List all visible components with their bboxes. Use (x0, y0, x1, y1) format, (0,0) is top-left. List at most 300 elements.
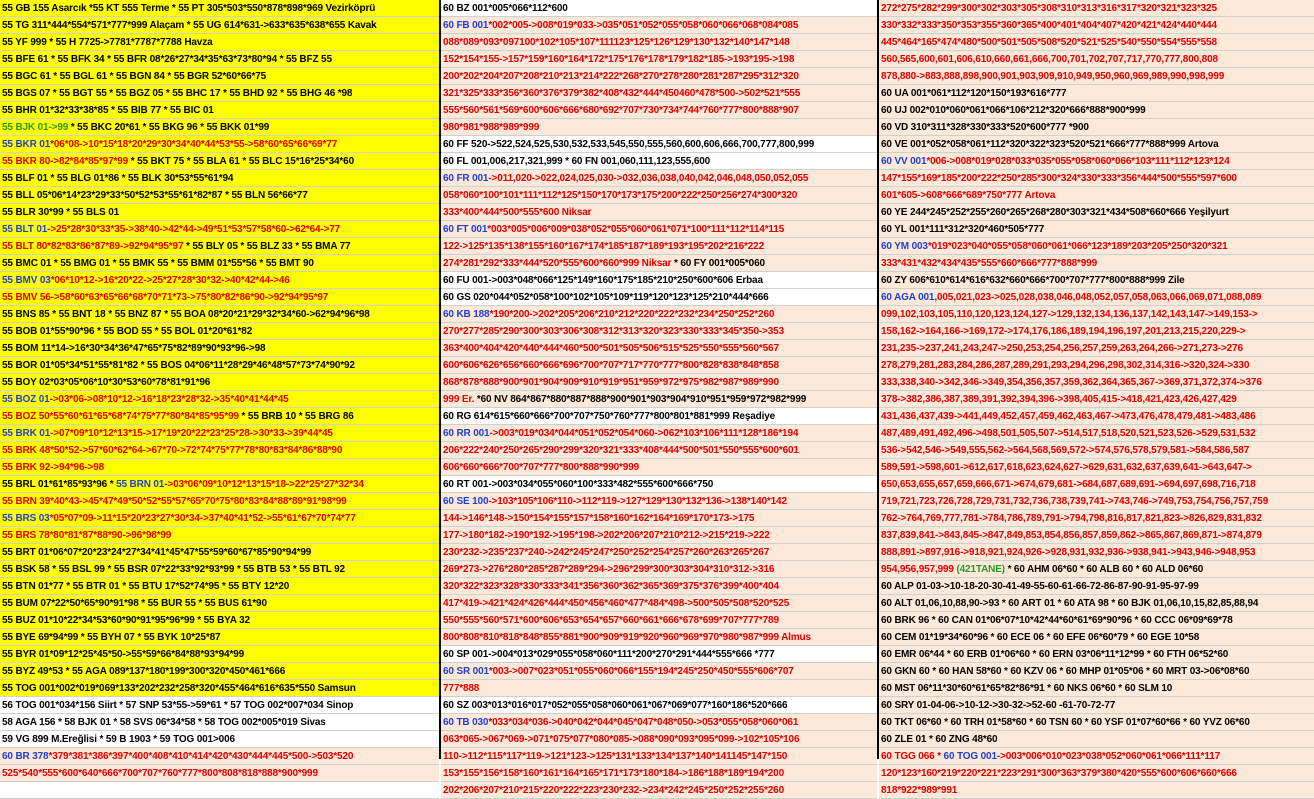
cell-row[interactable] (879, 680, 1314, 697)
cell-text: 120*123*160*219*220*221*223*291*300*363*379*380*420*555*600*606*660*666 (881, 768, 1237, 779)
cell-row[interactable] (879, 425, 1314, 442)
cell-text: 600*606*626*656*660*666*696*700*707*717*770*777*800*828*838*848*858 (443, 360, 779, 371)
cell-row[interactable] (879, 510, 1314, 527)
column-middle (441, 0, 879, 796)
cell-row[interactable] (879, 289, 1314, 306)
cell-row[interactable] (0, 187, 439, 204)
cell-text: 487,489,491,492,496->498,501,505,507->514,517,518,520,521,523,526->529,531,532 (881, 428, 1256, 439)
cell-row[interactable] (879, 238, 1314, 255)
cell-row[interactable] (0, 680, 439, 697)
cell-text: ->011,020->022,024,025,030->032,036,038,040,042,046,048,050,052,055 (488, 173, 809, 184)
cell-text: 60 FU 001->003*048*066*125*149*160*175*185*210*250*600*606 Erbaa (443, 275, 763, 286)
cell-text: *033*034*036->040*042*044*045*047*048*050->053*055*058*060*061 (488, 717, 799, 728)
cell-row[interactable] (441, 221, 877, 238)
cell-text: 550*555*560*571*600*606*653*654*657*660*661*666*678*699*707*777*789 (443, 615, 779, 626)
cell-text: 800*808*810*818*848*855*881*900*909*919*920*960*969*970*980*987*999 Almus (443, 632, 811, 643)
cell-text: 55 BGS 07 * 55 BGT 55 * 55 BGZ 05 * 55 BHC 17 * 55 BHD 92 * 55 BHG 46 *98 (2, 88, 353, 99)
cell-row[interactable] (0, 748, 439, 765)
cell-row[interactable] (0, 119, 439, 136)
cell-text: 55 BYR 01*09*12*25*45*50->55*59*66*84*88*93*94*99 (2, 649, 245, 660)
cell-row[interactable] (441, 391, 877, 408)
cell-text: 274*281*292*333*444*520*555*600*660*999 Niksar (443, 258, 672, 269)
cell-row[interactable] (441, 204, 877, 221)
cell-row[interactable] (441, 187, 877, 204)
cell-row[interactable] (441, 408, 877, 425)
cell-text: 60 BR 378 (2, 751, 49, 762)
cell-row[interactable] (441, 357, 877, 374)
cell-row[interactable] (441, 663, 877, 680)
cell-row[interactable] (0, 153, 439, 170)
cell-row[interactable] (879, 697, 1314, 714)
cell-text: 60 YE 244*245*252*255*260*265*268*280*303*321*434*508*660*666 Yeşilyurt (881, 207, 1229, 218)
cell-text: 378->382,386,387,389,391,392,394,396->398,405,415->418,421,423,426,427,429 (881, 394, 1237, 405)
cell-row[interactable] (441, 340, 877, 357)
cell-row[interactable] (0, 629, 439, 646)
cell-row[interactable] (441, 0, 877, 17)
cell-row[interactable] (0, 459, 439, 476)
cell-row[interactable] (441, 136, 877, 153)
cell-row[interactable] (441, 748, 877, 765)
cell-text: 144->146*148->150*154*155*157*158*160*162*164*169*170*173->175 (443, 513, 755, 524)
cell-text: 762->764,769,777,781->784,786,789,791->794,798,816,817,821,823->826,829,831,832 (881, 513, 1262, 524)
cell-text: 55 BOR 01*05*34*51*55*81*82 * 55 BOS 04*06*11*28*29*46*48*57*73*74*90*92 (2, 360, 355, 371)
cell-row[interactable] (879, 765, 1314, 782)
cell-row[interactable] (879, 476, 1314, 493)
cell-text: 60 SR 001 (443, 666, 489, 677)
cell-text: 719,721,723,726,728,729,731,732,736,738,739,741->743,746->749,753,754,756,757,759 (881, 496, 1269, 507)
cell-row[interactable] (441, 544, 877, 561)
cell-row[interactable] (0, 170, 439, 187)
cell-text: 777*888 (443, 683, 480, 694)
cell-row[interactable] (441, 595, 877, 612)
cell-text: 330*332*333*350*353*355*360*365*400*401*404*407*420*421*424*440*444 (881, 20, 1217, 31)
cell-text: 55 BUM 07*22*50*65*90*91*98 * 55 BUR 55 * 55 BUS 61*90 (2, 598, 267, 609)
cell-text: *60 NV 864*867*880*887*888*900*901*903*904*910*951*959*972*982*999 (474, 394, 807, 405)
cell-row[interactable] (879, 51, 1314, 68)
cell-row[interactable] (879, 102, 1314, 119)
cell-text: 60 UA 001*061*112*120*150*193*616*777 (881, 88, 1067, 99)
cell-row[interactable] (441, 697, 877, 714)
column-right (879, 0, 1314, 796)
cell-text: 099,102,103,105,110,120,123,124,127->129,132,134,136,137,142,143,147->149,153-> (881, 309, 1258, 320)
cell-text: 60 ALT 01,06,10,88,90->93 * 60 ART 01 * 60 ATA 98 * 60 BJK 01,06,10,15,82,85,88,94 (881, 598, 1259, 609)
cell-text: 55 GB 155 Asarcık *55 KT 555 Terme * 55 PT 305*503*550*878*898*969 Vezirköprü (2, 3, 376, 14)
cell-text: 55 BRS 78*80*81*87*88*90->96*98*99 (2, 530, 172, 541)
cell-text: 55 BLT 01 (2, 224, 48, 235)
cell-row[interactable] (0, 493, 439, 510)
cell-text: 55 BRK 92->94*96->98 (2, 462, 105, 473)
cell-text: 60 ALP 01-03->10-18-20-30-41-49-55-60-61-66-72-86-87-90-91-95-97-99 (881, 581, 1199, 592)
cell-row[interactable] (441, 629, 877, 646)
cell-text: 55 BJK 01->99 (2, 122, 69, 133)
cell-row[interactable] (441, 680, 877, 697)
cell-text: ->03*06*09*10*12*13*15*18->22*25*27*32*34 (164, 479, 364, 490)
cell-row[interactable] (0, 357, 439, 374)
cell-text: 55 BSK 58 * 55 BSL 99 * 55 BSR 07*22*33*92*93*99 * 55 BTB 53 * 55 BTL 92 (2, 564, 345, 575)
cell-text: 55 BLR 30*99 * 55 BLS 01 (2, 207, 120, 218)
cell-text: * 55 BRB 10 * 55 BRG 86 (238, 411, 354, 422)
cell-row[interactable] (0, 204, 439, 221)
cell-text: 954,956,957,999 (881, 564, 957, 575)
cell-row[interactable] (0, 374, 439, 391)
cell-text: 60 TGG 066 * (881, 751, 944, 762)
cell-text: ->03*06->08*10*12->16*18*23*28*32->35*40*41*44*45 (49, 394, 289, 405)
cell-row[interactable] (879, 0, 1314, 17)
cell-text: 868*878*888*900*901*904*909*910*919*951*959*972*975*982*987*989*990 (443, 377, 779, 388)
cell-text: 60 AGA 001 (881, 292, 935, 303)
cell-row[interactable] (0, 510, 439, 527)
cell-text: 202*206*207*210*215*220*222*223*230*232->234*242*245*250*252*255*260 (443, 785, 784, 796)
cell-text: * 55 BKT 75 * 55 BLA 61 * 55 BLC 15*16*25*34*60 (128, 156, 354, 167)
cell-row[interactable] (0, 221, 439, 238)
cell-text: 206*222*240*250*265*290*299*320*321*333*408*444*500*501*550*555*600*601 (443, 445, 799, 456)
cell-row[interactable] (879, 646, 1314, 663)
cell-row[interactable] (879, 527, 1314, 544)
cell-text: 158,162->164,166->169,172->174,176,186,189,194,196,197,201,213,215,220,229-> (881, 326, 1246, 337)
cell-row[interactable] (879, 663, 1314, 680)
cell-text: *379*381*386*397*400*408*410*414*420*430*444*445*500->503*520 (48, 751, 354, 762)
cell-text: 60 VD 310*311*328*330*333*520*600*777 *900 (881, 122, 1089, 133)
cell-row[interactable] (441, 306, 877, 323)
cell-text: 058*060*100*101*111*112*125*150*170*173*175*200*222*250*256*274*300*320 (443, 190, 798, 201)
cell-row[interactable] (879, 272, 1314, 289)
cell-text: 320*322*323*328*330*333*341*356*360*362*365*369*375*376*399*400*404 (443, 581, 779, 592)
cell-row[interactable] (441, 238, 877, 255)
cell-row[interactable] (879, 442, 1314, 459)
cell-text: 58 AGA 156 * 58 BJK 01 * 58 SVS 06*34*58 * 58 TOG 002*005*019 Sivas (2, 717, 326, 728)
cell-text: 60 YM 003 (881, 241, 928, 252)
cell-row[interactable] (441, 102, 877, 119)
cell-row[interactable] (0, 323, 439, 340)
cell-row[interactable] (879, 612, 1314, 629)
cell-text: 60 CEM 01*19*34*60*96 * 60 ECE 06 * 60 EFE 06*60*79 * 60 EGE 10*58 (881, 632, 1200, 643)
cell-row[interactable] (0, 102, 439, 119)
cell-text: 60 RR 001 (443, 428, 490, 439)
cell-row[interactable] (0, 476, 439, 493)
cell-row[interactable] (879, 187, 1314, 204)
cell-row[interactable] (441, 476, 877, 493)
cell-text: *002*005->008*019*033->035*051*052*055*058*060*066*068*084*085 (488, 20, 799, 31)
cell-text: 55 BLL 05*06*14*23*29*33*50*52*53*55*61*82*87 * 55 BLN 56*66*77 (2, 190, 308, 201)
cell-row[interactable] (879, 119, 1314, 136)
cell-row[interactable] (879, 170, 1314, 187)
cell-text: 55 BTN 01*77 * 55 BTR 01 * 55 BTU 17*52*74*95 * 55 BTY 12*20 (2, 581, 290, 592)
cell-text: 55 BRN 39*40*43->45*47*49*50*52*55*57*65*70*75*80*83*84*88*89*91*98*99 (2, 496, 347, 507)
cell-row[interactable] (441, 714, 877, 731)
cell-row[interactable] (0, 765, 439, 782)
cell-text: 55 BRK 48*50*52->57*60*62*64->67*70->72*74*75*77*78*80*83*84*86*88*90 (2, 445, 343, 456)
cell-row[interactable] (0, 697, 439, 714)
cell-text: 417*419->421*424*426*444*450*456*460*477*484*498->500*505*508*520*525 (443, 598, 790, 609)
cell-text: ->103*105*106*110->112*119->127*129*130*132*136->138*140*142 (488, 496, 787, 507)
cell-text: 55 BUZ 01*10*22*34*53*60*90*91*95*96*99 * 55 BYA 32 (2, 615, 250, 626)
cell-text: 55 BYZ 49*53 * 55 AGA 089*137*180*199*300*320*450*461*666 (2, 666, 286, 677)
cell-text: 230*232->235*237*240->242*245*247*250*252*254*257*260*263*265*267 (443, 547, 770, 558)
cell-text: 555*560*561*569*600*606*666*680*692*707*730*734*744*760*777*800*888*907 (443, 105, 799, 116)
cell-text: 122->125*135*138*155*160*167*174*185*187*189*193*195*202*216*222 (443, 241, 765, 252)
cell-text: 60 GKN 60 * 60 HAN 58*60 * 60 KZV 06 * 60 MHP 01*05*06 * 60 MRT 03->06*08*60 (881, 666, 1250, 677)
cell-text: 55 BKR 01 (2, 139, 51, 150)
cell-row[interactable] (0, 34, 439, 51)
cell-row[interactable] (879, 629, 1314, 646)
cell-text: 60 ZY 606*610*614*616*632*660*666*700*707*777*800*888*999 Zile (881, 275, 1185, 286)
cell-row[interactable] (879, 340, 1314, 357)
cell-text: 445*464*165*474*480*500*501*505*508*520*521*525*540*550*554*555*558 (881, 37, 1217, 48)
cell-text: 333*400*444*500*555*600 Niksar (443, 207, 592, 218)
cell-text: 147*155*169*185*200*222*250*285*300*324*330*333*356*444*500*555*597*600 (881, 173, 1237, 184)
cell-row[interactable] (0, 51, 439, 68)
cell-row[interactable] (0, 714, 439, 731)
cell-text: 60 FF 520->522,524,525,530,532,533,545,550,555,560,600,606,666,700,777,800,999 (443, 139, 815, 150)
cell-row[interactable] (879, 459, 1314, 476)
cell-text: 270*277*285*290*300*303*306*308*312*313*320*323*330*333*345*350->353 (443, 326, 784, 337)
cell-row[interactable] (879, 221, 1314, 238)
cell-text: * 55 BKC 20*61 * 55 BKG 96 * 55 BKK 01*99 (68, 122, 270, 133)
cell-text: * 55 BLY 05 * 55 BLZ 33 * 55 BMA 77 (183, 241, 351, 252)
cell-text: 55 BHR 01*32*33*38*85 * 55 BIB 77 * 55 BIC 01 (2, 105, 214, 116)
cell-text: 60 FL 001,006,217,321,999 * 60 FN 001,060,111,123,555,600 (443, 156, 711, 167)
cell-row[interactable] (441, 34, 877, 51)
cell-text: 272*275*282*299*300*302*303*305*308*310*313*316*317*320*321*323*325 (881, 3, 1217, 14)
cell-row[interactable] (879, 204, 1314, 221)
cell-row[interactable] (0, 85, 439, 102)
cell-row[interactable] (0, 289, 439, 306)
cell-row[interactable] (441, 51, 877, 68)
cell-row[interactable] (441, 374, 877, 391)
cell-text: 231,235->237,241,243,247->250,253,254,256,257,259,263,264,266->271,273->276 (881, 343, 1243, 354)
cell-row[interactable] (0, 663, 439, 680)
cell-row[interactable] (0, 391, 439, 408)
cell-row[interactable] (441, 646, 877, 663)
cell-row[interactable] (879, 782, 1314, 799)
cell-text: 589,591->598,601->612,617,618,623,624,627->629,631,632,637,639,641->643,647-> (881, 462, 1252, 473)
cell-row[interactable] (0, 561, 439, 578)
cell-row[interactable] (0, 595, 439, 612)
cell-row[interactable] (441, 255, 877, 272)
cell-text: 60 VE 001*052*058*061*112*320*322*323*520*521*666*777*888*999 Artova (881, 139, 1219, 150)
cell-text: 525*540*555*600*640*666*700*707*760*777*800*808*818*888*900*999 (2, 768, 318, 779)
cell-text: 60 BZ 001*005*066*112*600 (443, 3, 568, 14)
cell-text: 153*155*156*158*160*161*164*165*171*173*180*184->186*188*189*194*200 (443, 768, 784, 779)
cell-text: *006->008*019*028*033*035*055*058*060*066*103*111*112*123*124 (926, 156, 1230, 167)
cell-row[interactable] (441, 17, 877, 34)
cell-text: 60 KB 188 (443, 309, 490, 320)
cell-text: 55 BMV 03 (2, 275, 51, 286)
cell-row[interactable] (441, 731, 877, 748)
cell-row[interactable] (0, 612, 439, 629)
cell-text: 60 TKT 06*60 * 60 TRH 01*58*60 * 60 TSN 60 * 60 YSF 01*07*60*66 * 60 YVZ 06*60 (881, 717, 1250, 728)
cell-row[interactable] (879, 561, 1314, 578)
cell-row[interactable] (879, 714, 1314, 731)
cell-text: 60 MST 06*11*30*60*61*65*82*86*91 * 60 NKS 06*60 * 60 SLM 10 (881, 683, 1173, 694)
cell-row[interactable] (879, 391, 1314, 408)
cell-text: 55 BFE 61 * 55 BFK 34 * 55 BFR 08*26*27*34*35*63*73*80*94 * 55 BFZ 55 (2, 54, 332, 65)
cell-text: 60 TOG 001 (943, 751, 997, 762)
cell-row[interactable] (879, 578, 1314, 595)
cell-text: 59 VG 899 M.Ereğlisi * 59 B 1903 * 59 TOG 001>006 (2, 734, 235, 745)
cell-row[interactable] (879, 357, 1314, 374)
cell-row[interactable] (441, 459, 877, 476)
cell-text: ->25*28*30*33*35->38*40->42*44->49*51*53*57*58*60->62*64->77 (47, 224, 341, 235)
cell-row[interactable] (0, 272, 439, 289)
cell-text: 55 BOZ 50*55*60*61*65*68*74*75*77*80*84*85*95*99 (2, 411, 239, 422)
cell-text: 60 RT 001->003*034*055*060*100*333*482*555*600*666*750 (443, 479, 714, 490)
cell-row[interactable] (879, 17, 1314, 34)
cell-text: 55 BYE 69*94*99 * 55 BYH 07 * 55 BYK 10*25*87 (2, 632, 221, 643)
cell-row[interactable] (0, 136, 439, 153)
cell-row[interactable] (0, 544, 439, 561)
cell-text: *190*200->202*205*206*210*212*220*222*232*234*250*252*260 (489, 309, 775, 320)
cell-row[interactable] (879, 68, 1314, 85)
cell-row[interactable] (441, 68, 877, 85)
cell-text: 269*273->276*280*285*287*289*294->296*299*300*303*304*310*312->316 (443, 564, 775, 575)
cell-row[interactable] (441, 510, 877, 527)
cell-text: 60 BRK 96 * 60 CAN 01*06*07*10*42*44*60*61*69*90*96 * 60 CCC 06*09*69*78 (881, 615, 1233, 626)
cell-row[interactable] (879, 34, 1314, 51)
cell-row[interactable] (441, 493, 877, 510)
cell-text: 606*660*666*700*707*777*800*888*990*999 (443, 462, 640, 473)
cell-text: 56 TOG 001*034*156 Siirt * 57 SNP 53*55->59*61 * 57 TOG 002*007*034 Sinop (2, 700, 354, 711)
cell-text: 60 ZLE 01 * 60 ZNG 48*60 (881, 734, 998, 745)
cell-row[interactable] (0, 425, 439, 442)
cell-text: 088*089*093*097100*102*105*107*111123*125*126*129*130*132*140*147*148 (443, 37, 790, 48)
cell-text: 55 BNS 85 * 55 BNT 18 * 55 BNZ 87 * 55 BOA 08*20*21*29*32*34*60->62*94*96*98 (2, 309, 370, 320)
cell-row[interactable] (0, 306, 439, 323)
cell-text: 55 BOY 02*03*05*06*10*30*53*60*78*81*91*96 (2, 377, 211, 388)
cell-row[interactable] (441, 765, 877, 782)
cell-text: 60 YL 001*111*312*320*460*505*777 (881, 224, 1045, 235)
cell-row[interactable] (0, 782, 439, 799)
cell-text: 152*154*155->157*159*160*164*172*175*176*178*179*182*185->193*195->198 (443, 54, 795, 65)
cell-text: 55 BRK 01 (2, 428, 51, 439)
cell-row[interactable] (441, 442, 877, 459)
cell-text: 60 TB 030 (443, 717, 489, 728)
cell-text: 818*922*989*991 (881, 785, 958, 796)
cell-text: 321*325*333*356*360*376*379*382*408*432*444*450460*478*500->502*521*555 (443, 88, 801, 99)
cell-row[interactable] (879, 544, 1314, 561)
cell-text: 60 UJ 002*010*060*061*066*106*212*320*666*888*900*999 (881, 105, 1146, 116)
cell-text: *019*023*040*055*058*060*061*066*123*189*203*205*250*320*321 (927, 241, 1228, 252)
cell-row[interactable] (0, 238, 439, 255)
cell-row[interactable] (441, 561, 877, 578)
cell-text: 55 BMC 01 * 55 BMG 01 * 55 BMK 55 * 55 BMM 01*55*56 * 55 BMT 90 (2, 258, 314, 269)
cell-row[interactable] (0, 578, 439, 595)
cell-text: 55 BRN 01 (116, 479, 165, 490)
cell-text: 60 FR 001 (443, 173, 489, 184)
cell-row[interactable] (879, 493, 1314, 510)
cell-row[interactable] (879, 136, 1314, 153)
cell-row[interactable] (441, 425, 877, 442)
cell-row[interactable] (0, 68, 439, 85)
cell-row[interactable] (0, 0, 439, 17)
cell-text: 60 FB 001 (443, 20, 489, 31)
cell-row[interactable] (441, 272, 877, 289)
cell-row[interactable] (879, 408, 1314, 425)
cell-text: 363*400*404*420*440*444*460*500*501*505*506*515*525*550*555*560*567 (443, 343, 779, 354)
cell-row[interactable] (441, 612, 877, 629)
cell-row[interactable] (879, 748, 1314, 765)
cell-row[interactable] (441, 85, 877, 102)
cell-text: ->003*006*010*023*038*052*060*061*066*111*117 (996, 751, 1221, 762)
cell-row[interactable] (0, 17, 439, 34)
cell-row[interactable] (441, 782, 877, 799)
cell-row[interactable] (441, 527, 877, 544)
cell-text: 278,279,281,283,284,286,287,289,291,293,294,296,298,302,314,316->320,324->330 (881, 360, 1250, 371)
cell-row[interactable] (0, 255, 439, 272)
cell-text: 55 BOM 11*14->16*30*34*36*47*65*75*82*89*90*93*96->98 (2, 343, 266, 354)
cell-text: 55 YF 999 * 55 H 7725->7781*7787*7788 Havza (2, 37, 213, 48)
cell-text: *003*005*006*009*038*052*055*060*061*071*100*111*112*114*115 (487, 224, 785, 235)
cell-text: 55 BLF 01 * 55 BLG 01*86 * 55 BLK 30*53*55*61*94 (2, 173, 234, 184)
cell-text: 333,338,340->342,346->349,354,356,357,359,362,364,365,367->369,371,372,374->376 (881, 377, 1262, 388)
cell-row[interactable] (441, 289, 877, 306)
cell-text: (421TANE) (956, 564, 1005, 575)
cell-text: *003->007*023*051*055*060*066*155*194*245*250*450*555*606*707 (488, 666, 794, 677)
cell-text: 888,891->897,916->918,921,924,926->928,931,932,936->938,941->943,946->948,953 (881, 547, 1256, 558)
cell-row[interactable] (441, 170, 877, 187)
cell-row[interactable] (0, 340, 439, 357)
cell-row[interactable] (0, 731, 439, 748)
cell-text: 55 BRS 03 (2, 513, 50, 524)
cell-text: 560,565,600,601,606,610,660,661,666,700,701,702,707,717,770,777,800,808 (881, 54, 1218, 65)
cell-text: 60 GS 020*044*052*058*100*102*105*109*119*120*123*125*210*444*666 (443, 292, 769, 303)
cell-text: 063*065->067*069->071*075*077*080*085->088*090*093*095*099->102*105*106 (443, 734, 800, 745)
cell-text: 650,653,655,657,659,666,671->674,679,681->684,687,689,691->694,697,698,716,718 (881, 479, 1256, 490)
cell-text: *06*08->10*15*18*20*29*30*34*40*44*53*55->58*60*65*66*69*77 (50, 139, 338, 150)
cell-row[interactable] (879, 323, 1314, 340)
cell-row[interactable] (879, 595, 1314, 612)
cell-text: 55 BGC 61 * 55 BGL 61 * 55 BGN 84 * 55 BGR 52*60*66*75 (2, 71, 267, 82)
cell-text: 60 SP 001->004*013*029*055*058*060*111*200*270*291*444*555*666 *777 (443, 649, 775, 660)
cell-text: 55 BRT 01*06*07*20*23*24*27*34*41*45*47*55*59*60*67*85*90*94*99 (2, 547, 312, 558)
cell-text: 60 EMR 06*44 * 60 ERB 01*06*60 * 60 ERN 03*06*11*12*99 * 60 FTH 06*52*60 (881, 649, 1229, 660)
cell-row[interactable] (879, 731, 1314, 748)
cell-row[interactable] (879, 85, 1314, 102)
cell-text: 177->180*182->190*192->195*198->202*206*207*210*212->215*219->222 (443, 530, 770, 541)
cell-text: 55 BLT 80*82*83*86*87*89->92*94*95*97 (2, 241, 184, 252)
cell-text: 878,880->883,888,898,900,901,903,909,910,949,950,960,969,989,990,998,999 (881, 71, 1225, 82)
cell-text: * 60 FY 001*005*060 (671, 258, 765, 269)
cell-row[interactable] (0, 646, 439, 663)
cell-row[interactable] (441, 153, 877, 170)
cell-row[interactable] (441, 119, 877, 136)
cell-text: 980*981*988*989*999 (443, 122, 540, 133)
cell-row[interactable] (879, 255, 1314, 272)
cell-text: 55 BOB 01*55*90*96 * 55 BOD 55 * 55 BOL 01*20*61*82 (2, 326, 253, 337)
cell-text: ,005,021,023->025,028,038,046,048,052,057,058,063,066,069,071,088,089 (934, 292, 1262, 303)
cell-text: *06*10*12->16*20*22->25*27*28*30*32->40*42*44->46 (50, 275, 290, 286)
cell-text: 60 VV 001 (881, 156, 927, 167)
cell-row[interactable] (441, 323, 877, 340)
cell-row[interactable] (879, 153, 1314, 170)
cell-text: 60 SZ 003*013*016*017*052*055*058*060*061*067*069*077*160*186*520*666 (443, 700, 788, 711)
cell-text: 55 TG 311*444*554*571*777*999 Alaçam * 55 UG 614*631->633*635*638*655 Kavak (2, 20, 377, 31)
cell-row[interactable] (879, 374, 1314, 391)
cell-row[interactable] (0, 442, 439, 459)
cell-text: 601*605->608*666*689*750*777 Artova (881, 190, 1056, 201)
cell-row[interactable] (879, 306, 1314, 323)
cell-text: 55 BMV 56->58*60*63*65*66*68*70*71*73->75*80*82*86*90->92*94*95*97 (2, 292, 329, 303)
cell-text: 55 BOZ 01 (2, 394, 50, 405)
cell-row[interactable] (0, 527, 439, 544)
cell-text: 333*431*432*434*435*555*660*666*777*888*999 (881, 258, 1097, 269)
cell-row[interactable] (0, 408, 439, 425)
cell-text: 536->542,546->549,555,562->564,568,569,572->574,576,578,579,581->584,586,587 (881, 445, 1250, 456)
cell-text: *05*07*09->11*15*20*23*27*30*34->37*40*41*52->55*61*67*70*74*77 (49, 513, 356, 524)
cell-row[interactable] (441, 578, 877, 595)
cell-text: ->003*019*034*044*051*052*054*060->062*103*106*111*128*186*194 (489, 428, 799, 439)
cell-text: 431,436,437,439->441,449,452,457,459,462,463,467->473,476,478,479,481->483,486 (881, 411, 1256, 422)
